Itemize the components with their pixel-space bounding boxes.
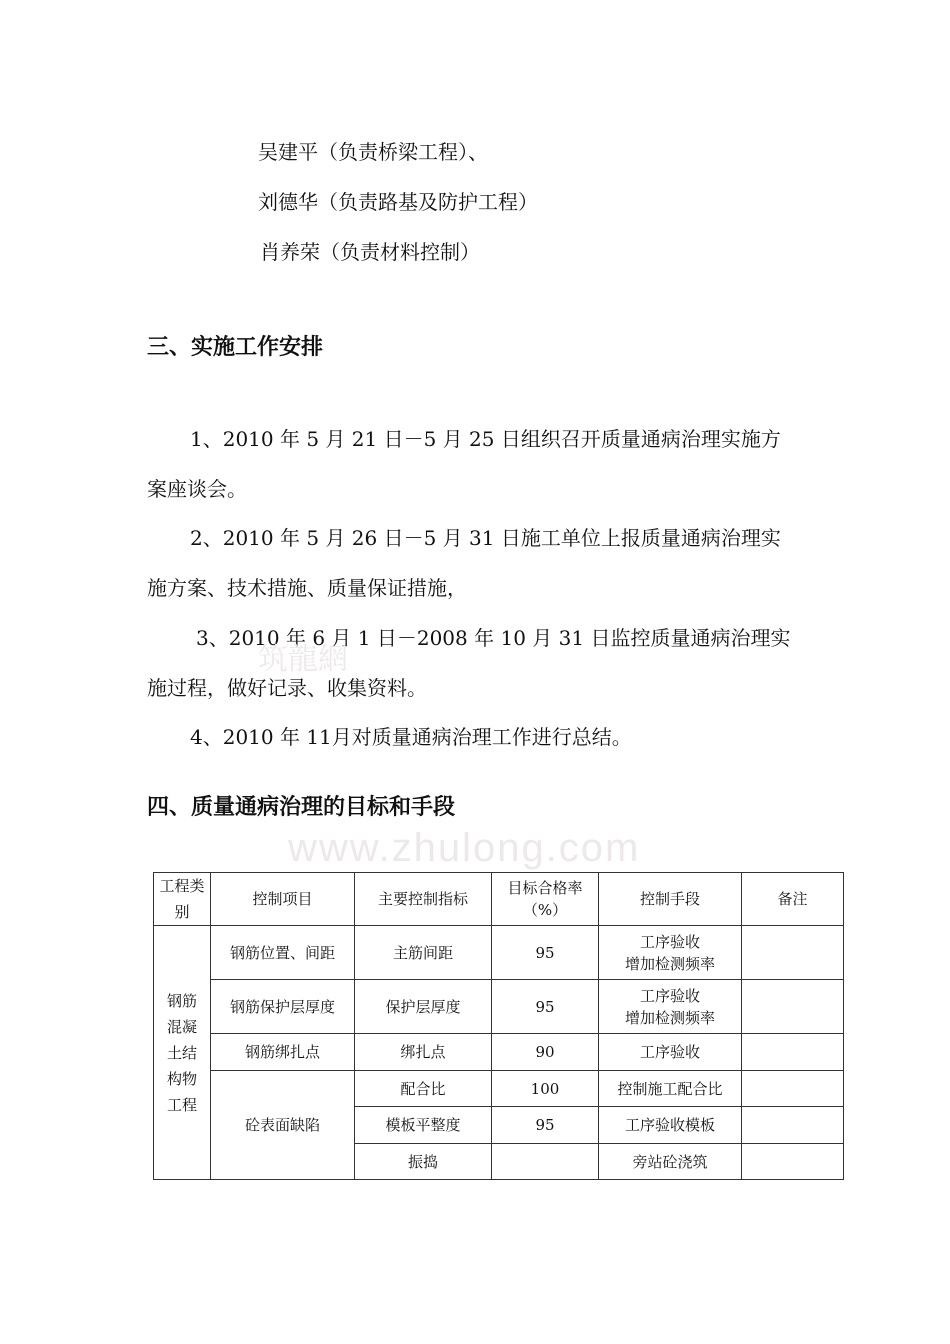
remark-cell: [742, 1071, 844, 1107]
target-cell: 95: [492, 1107, 599, 1144]
target-cell: 95: [492, 926, 599, 980]
method-cell: 控制施工配合比: [599, 1071, 742, 1107]
table-row: [154, 926, 844, 980]
indicator-cell: 绑扎点: [355, 1034, 492, 1071]
remark-cell: [742, 1107, 844, 1144]
method-cell: 工序验收 增加检测频率: [599, 980, 742, 1034]
header-category: 工程类别: [154, 873, 211, 926]
quality-control-table: [153, 872, 844, 1180]
method-cell: 旁站砼浇筑: [599, 1144, 742, 1180]
target-cell: 100: [492, 1071, 599, 1107]
person-line-3: 肖养荣（负责材料控制）: [260, 240, 480, 264]
target-cell: 95: [492, 980, 599, 1034]
method-cell: 工序验收: [599, 1034, 742, 1071]
header-item: 控制项目: [211, 873, 355, 926]
person-line-1: 吴建平（负责桥梁工程）、: [258, 140, 488, 164]
watermark-url: www.zhulong.com: [288, 826, 641, 870]
table-header-row: [154, 873, 844, 926]
table-row: [154, 980, 844, 1034]
indicator-cell: 保护层厚度: [355, 980, 492, 1034]
schedule-item-1-line-2: 案座谈会。: [147, 477, 247, 501]
watermark-logo-text: 筑龍網: [258, 643, 348, 676]
indicator-cell: 模板平整度: [355, 1107, 492, 1144]
table-row: [154, 1034, 844, 1071]
section-3-title: 三、实施工作安排: [147, 335, 324, 360]
remark-cell: [742, 1144, 844, 1180]
category-cell: 钢筋混凝土结构物工程: [154, 926, 211, 1180]
remark-cell: [742, 926, 844, 980]
target-cell: [492, 1144, 599, 1180]
remark-cell: [742, 1034, 844, 1071]
header-indicator: 主要控制指标: [355, 873, 492, 926]
schedule-item-4: 4、2010 年 11月对质量通病治理工作进行总结。: [190, 725, 632, 749]
item-cell: 钢筋保护层厚度: [211, 980, 355, 1034]
indicator-cell: 主筋间距: [355, 926, 492, 980]
header-remark: 备注: [742, 873, 844, 926]
indicator-cell: 配合比: [355, 1071, 492, 1107]
schedule-item-3-line-1: 3、2010 年 6 月 1 日－2008 年 10 月 31 日监控质量通病治理实: [196, 626, 791, 650]
item-cell: 砼表面缺陷: [211, 1071, 355, 1180]
target-cell: 90: [492, 1034, 599, 1071]
table-row: [154, 1071, 844, 1107]
item-cell: 钢筋位置、间距: [211, 926, 355, 980]
schedule-item-2-line-2: 施方案、技术措施、质量保证措施，: [147, 576, 467, 600]
method-cell: 工序验收模板: [599, 1107, 742, 1144]
header-method: 控制手段: [599, 873, 742, 926]
schedule-item-3-line-2: 施过程，做好记录、收集资料。: [147, 676, 427, 700]
person-line-2: 刘德华（负责路基及防护工程）: [258, 190, 538, 214]
section-4-title: 四、质量通病治理的目标和手段: [147, 795, 456, 820]
indicator-cell: 振捣: [355, 1144, 492, 1180]
schedule-item-2-line-1: 2、2010 年 5 月 26 日－5 月 31 日施工单位上报质量通病治理实: [190, 526, 781, 550]
header-target: 目标合格率 （%）: [492, 873, 599, 926]
method-cell: 工序验收 增加检测频率: [599, 926, 742, 980]
remark-cell: [742, 980, 844, 1034]
schedule-item-1-line-1: 1、2010 年 5 月 21 日－5 月 25 日组织召开质量通病治理实施方: [190, 427, 781, 451]
item-cell: 钢筋绑扎点: [211, 1034, 355, 1071]
